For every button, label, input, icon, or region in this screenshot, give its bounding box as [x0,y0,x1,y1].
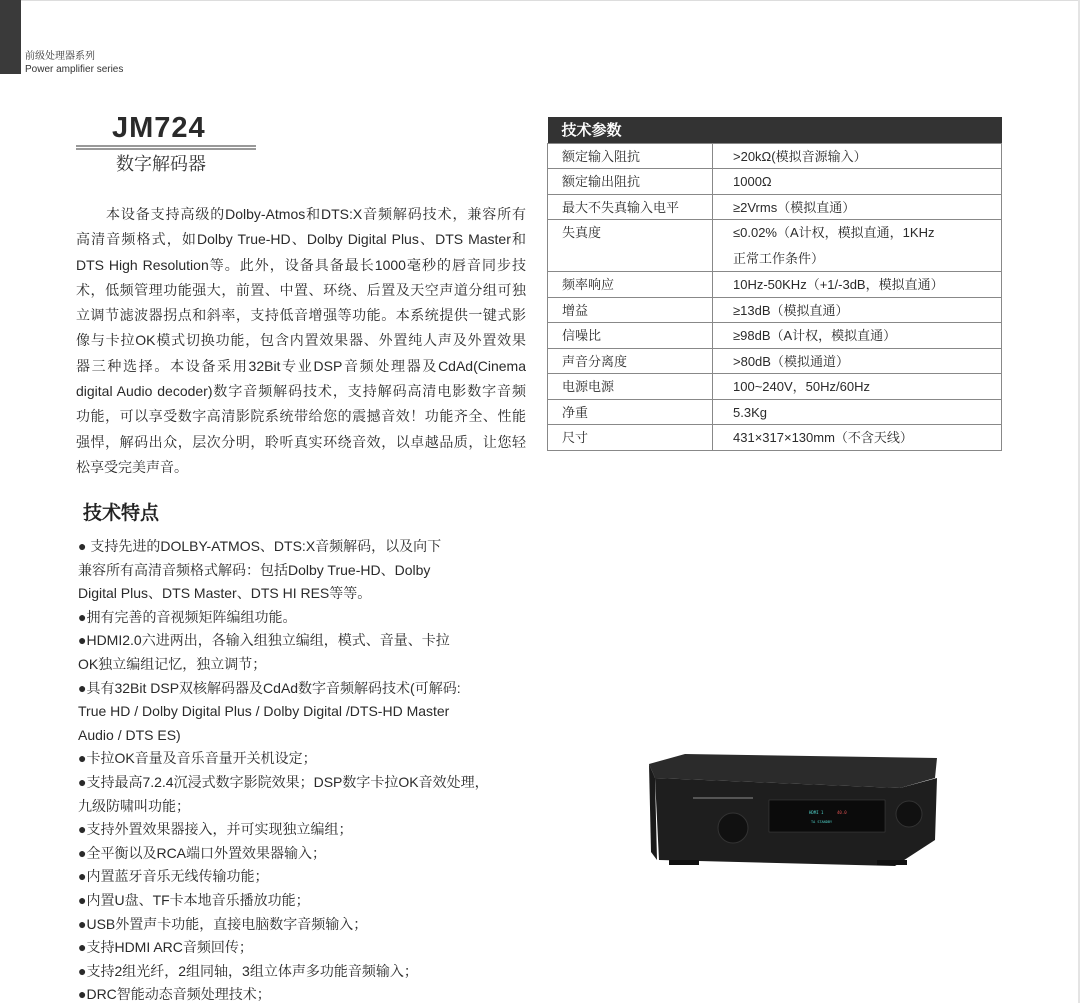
spec-row [548,272,1002,298]
spec-row [548,220,1002,272]
feature-line: ●支持2组光纤，2组同轴，3组立体声多功能音频输入； [78,962,418,979]
spec-name: 失真度 [548,220,713,272]
svg-text:HDMI 1: HDMI 1 [809,810,824,815]
feature-line: ●支持最高7.2.4沉浸式数字影院效果；DSP数字卡拉OK音效处理， [78,773,489,790]
spec-row [548,374,1002,400]
svg-text:TA STANDBY: TA STANDBY [811,820,833,824]
spec-value: ≥13dB（模拟直通） [713,297,1002,323]
section-marker-bar [0,0,21,74]
feature-line: 九级防啸叫功能； [78,797,190,814]
spec-value: ≥98dB（A计权，模拟直通） [713,323,1002,349]
feature-line: ●具有32Bit DSP双核解码器及CdAd数字音频解码技术(可解码: [78,679,461,696]
spec-name: 电源电源 [548,374,713,400]
feature-line: ●支持HDMI ARC音频回传； [78,939,253,956]
specs-title: 技术参数 [548,117,1002,143]
spec-value: 100~240V，50Hz/60Hz [713,374,1002,400]
series-cn: 前级处理器系列 [25,51,95,62]
intro-line: 术，低频管理功能强大，前置、中置、环绕、后置及天空声道分组可独 [76,281,526,298]
feature-line: ●全平衡以及RCA端口外置效果器输入； [78,844,327,861]
feature-line: ●拥有完善的音视频矩阵编组功能。 [78,608,297,625]
spec-value: 10Hz-50KHz（+1/-3dB，模拟直通） [713,272,1002,298]
spec-value-line: 正常工作条件） [733,250,825,266]
intro-line: 器三种选择。本设备采用32Bit专业DSP音频处理器及CdAd(Cinema [76,357,526,374]
spec-value: ≥2Vrms（模拟直通） [713,194,1002,220]
intro-line: 强悍，解码出众，层次分明，聆听真实环绕音效，以卓越品质，让您轻 [76,433,526,450]
spec-name: 净重 [548,399,713,425]
product-photo [645,748,937,866]
intro-line: DTS High Resolution等。此外，设备具备最长1000毫秒的唇音同步技 [76,256,526,273]
spec-row [548,169,1002,195]
spec-name: 最大不失真输入电平 [548,194,713,220]
feature-line: ●卡拉OK音量及音乐音量开关机设定； [78,750,317,767]
intro-line: 像与卡拉OK模式切换功能，包含内置效果器、外置纯人声及外置效果 [76,332,526,349]
feature-line: ●USB外置声卡功能，直接电脑数字音频输入； [78,915,368,932]
spec-name: 额定输入阻抗 [548,143,713,169]
spec-value-line: ≤0.02%（A计权，模拟直通，1KHz [733,225,935,240]
svg-text:40.0: 40.0 [837,810,847,815]
intro-line: 本设备支持高级的Dolby-Atmos和DTS:X音频解码技术，兼容所有 [106,206,526,222]
spec-value: 431×317×130mm（不含天线） [713,425,1002,451]
feature-line: ●支持外置效果器接入，并可实现独立编组； [78,821,353,838]
intro-line: digital Audio decoder)数字音频解码技术，支持解码高清电影数字音频 [76,383,526,400]
spec-name: 增益 [548,297,713,323]
series-en: Power amplifier series [25,64,124,75]
feature-line: 兼容所有高清音频格式解码：包括Dolby True-HD、Dolby [78,561,431,578]
intro-paragraph [76,202,526,480]
spec-name: 频率响应 [548,272,713,298]
feature-line: Digital Plus、DTS Master、DTS HI RES等等。 [78,585,372,602]
series-label [25,50,123,76]
spec-row [548,425,1002,451]
spec-value [713,220,1002,272]
spec-value: >80dB（模拟通道） [713,348,1002,374]
product-subtitle: 数字解码器 [116,154,206,174]
spec-value: >20kΩ(模拟音源输入） [713,143,1002,169]
top-border [0,0,1080,1]
feature-line: ●内置蓝牙音乐无线传输功能； [78,868,269,885]
spec-row [548,348,1002,374]
spec-row [548,194,1002,220]
intro-line: 松享受完美声音。 [76,458,188,475]
intro-line: 立调节滤波器拐点和斜率，支持低音增强等功能。本系统提供一键式影 [76,307,526,324]
spec-value: 5.3Kg [713,399,1002,425]
spec-row [548,143,1002,169]
feature-line: Audio / DTS ES) [78,726,181,743]
feature-line: ● 支持先进的DOLBY-ATMOS、DTS:X音频解码，以及向下 [78,538,442,554]
intro-line: 高清音频格式，如Dolby True-HD、Dolby Digital Plus、DTS Master和 [76,231,526,248]
spec-row [548,323,1002,349]
feature-line: OK独立编组记忆，独立调节； [78,655,267,672]
spec-name: 声音分离度 [548,348,713,374]
feature-line: ●DRC智能动态音频处理技术； [78,986,271,1003]
spec-row [548,399,1002,425]
spec-name: 额定输出阻抗 [548,169,713,195]
intro-line: 功能，可以享受数字高清影院系统带给您的震撼音效！功能齐全、性能 [76,408,526,425]
product-model: JM724 [112,112,206,144]
feature-line: ●HDMI2.0六进两出，各输入组独立编组，模式、音量、卡拉 [78,632,450,649]
spec-name: 信噪比 [548,323,713,349]
spec-row [548,297,1002,323]
features-list [78,535,489,1007]
spec-name: 尺寸 [548,425,713,451]
spec-value: 1000Ω [713,169,1002,195]
feature-line: True HD / Dolby Digital Plus / Dolby Digital /DTS-HD Master [78,703,450,720]
specs-table [547,117,1002,451]
features-heading: 技术特点 [83,503,160,524]
feature-line: ●内置U盘、TF卡本地音乐播放功能； [78,891,310,908]
